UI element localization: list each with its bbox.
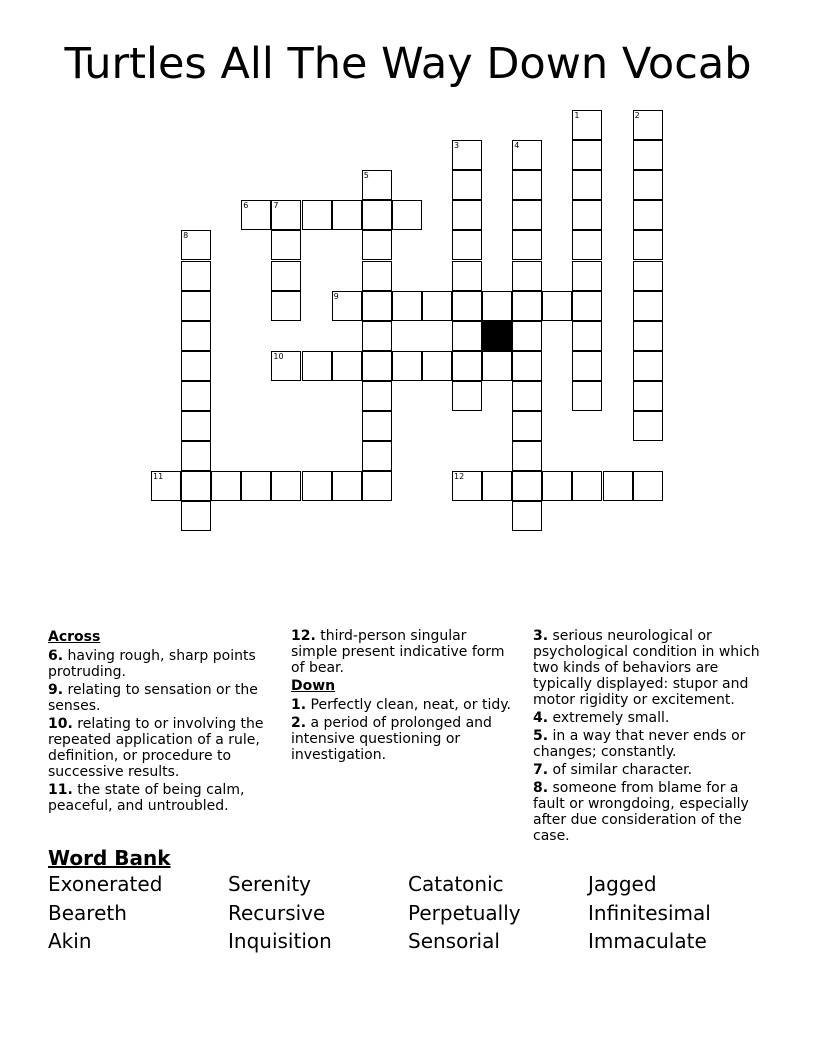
grid-cell[interactable] bbox=[151, 471, 181, 501]
grid-cell[interactable] bbox=[633, 110, 663, 140]
clue-item bbox=[533, 780, 768, 844]
grid-cell[interactable] bbox=[181, 351, 211, 381]
grid-cell[interactable] bbox=[241, 200, 271, 230]
grid-cell[interactable] bbox=[512, 291, 542, 321]
grid-cell[interactable] bbox=[572, 230, 602, 260]
clue-num: 5. bbox=[533, 728, 549, 744]
clue-item bbox=[533, 728, 768, 760]
grid-cell[interactable] bbox=[452, 351, 482, 381]
clue-text: serious neurological or psychological condition in which two kinds of behaviors are typically displayed: stupor and motor rigidity or excitement. bbox=[533, 628, 760, 708]
grid-cell[interactable] bbox=[633, 261, 663, 291]
clue-item bbox=[291, 715, 516, 763]
grid-cell[interactable] bbox=[633, 200, 663, 230]
grid-cell[interactable] bbox=[362, 351, 392, 381]
clue-number: 3 bbox=[454, 141, 460, 151]
grid-cell[interactable] bbox=[572, 381, 602, 411]
clue-num: 10. bbox=[48, 716, 73, 732]
grid-cell[interactable] bbox=[633, 170, 663, 200]
grid-cell[interactable] bbox=[512, 351, 542, 381]
clue-text: relating to sensation or the senses. bbox=[48, 682, 258, 714]
word-bank-word: Infinitesimal bbox=[588, 900, 711, 925]
clue-num: 2. bbox=[291, 715, 307, 731]
grid-cell[interactable] bbox=[392, 291, 422, 321]
grid-cell[interactable] bbox=[603, 471, 633, 501]
grid-cell[interactable] bbox=[362, 321, 392, 351]
grid-cell[interactable] bbox=[362, 200, 392, 230]
clue-text: relating to or involving the repeated application of a rule, definition, or procedure to successive results. bbox=[48, 716, 264, 780]
clue-number: 1 bbox=[574, 111, 580, 120]
grid-cell[interactable] bbox=[422, 351, 452, 381]
grid-cell[interactable] bbox=[572, 261, 602, 291]
word-bank-word: Inquisition bbox=[228, 929, 332, 953]
clues-column-3 bbox=[533, 628, 768, 846]
grid-cell[interactable] bbox=[271, 351, 301, 381]
clue-number: 8 bbox=[183, 231, 189, 241]
clue-number: 5 bbox=[363, 171, 369, 181]
clue-num: 4. bbox=[533, 710, 549, 726]
grid-cell[interactable] bbox=[392, 200, 422, 230]
grid-cell[interactable] bbox=[572, 351, 602, 381]
grid-cell[interactable] bbox=[452, 381, 482, 411]
grid-cell[interactable] bbox=[452, 471, 482, 501]
grid-cell[interactable] bbox=[572, 170, 602, 200]
clue-item bbox=[48, 782, 274, 814]
grid-cell[interactable] bbox=[572, 291, 602, 321]
clue-text: a period of prolonged and intensive questioning or investigation. bbox=[291, 715, 492, 763]
grid-cell[interactable] bbox=[181, 411, 211, 441]
grid-cell[interactable] bbox=[302, 200, 332, 230]
grid-cell[interactable] bbox=[332, 351, 362, 381]
grid-cell[interactable] bbox=[572, 200, 602, 230]
grid-cell[interactable] bbox=[452, 321, 482, 351]
grid-cell[interactable] bbox=[512, 170, 542, 200]
word-bank-word: Akin bbox=[48, 929, 92, 953]
grid-cell[interactable] bbox=[482, 291, 512, 321]
clue-num: 11. bbox=[48, 782, 73, 798]
grid-cell[interactable] bbox=[572, 321, 602, 351]
grid-cell[interactable] bbox=[482, 471, 512, 501]
down-header: Down bbox=[291, 678, 336, 694]
grid-cell[interactable] bbox=[181, 471, 211, 501]
grid-cell[interactable] bbox=[181, 381, 211, 411]
grid-cell[interactable] bbox=[271, 230, 301, 260]
grid-cell[interactable] bbox=[572, 110, 602, 140]
grid-cell[interactable] bbox=[452, 261, 482, 291]
grid-cell[interactable] bbox=[181, 441, 211, 471]
clue-num: 6. bbox=[48, 648, 64, 664]
grid-cell[interactable] bbox=[512, 411, 542, 441]
grid-cell[interactable] bbox=[362, 170, 392, 200]
clue-text: extremely small. bbox=[548, 710, 670, 726]
word-bank-word: Sensorial bbox=[408, 929, 500, 953]
clue-number: 6 bbox=[243, 201, 249, 211]
grid-cell[interactable] bbox=[452, 200, 482, 230]
clue-num: 8. bbox=[533, 780, 549, 796]
grid-cell[interactable] bbox=[482, 351, 512, 381]
grid-cell[interactable] bbox=[572, 471, 602, 501]
word-bank-title: Word Bank bbox=[48, 846, 171, 870]
clue-num: 3. bbox=[533, 628, 549, 644]
clue-text: third-person singular simple present indicative form of bear. bbox=[291, 628, 505, 676]
grid-cell[interactable] bbox=[512, 140, 542, 170]
grid-cell[interactable] bbox=[572, 140, 602, 170]
grid-cell[interactable] bbox=[302, 351, 332, 381]
clue-num: 1. bbox=[291, 697, 307, 713]
grid-cell[interactable] bbox=[181, 501, 211, 531]
grid-cell[interactable] bbox=[633, 381, 663, 411]
grid-cell[interactable] bbox=[633, 291, 663, 321]
across-header: Across bbox=[48, 629, 101, 645]
clue-num: 9. bbox=[48, 682, 64, 698]
clue-number: 12 bbox=[454, 472, 465, 482]
grid-cell[interactable] bbox=[512, 441, 542, 471]
grid-cell[interactable] bbox=[241, 471, 271, 501]
grid-cell[interactable] bbox=[332, 200, 362, 230]
word-bank-word: Recursive bbox=[228, 900, 326, 925]
clue-number: 7 bbox=[273, 201, 279, 211]
grid-cell[interactable] bbox=[362, 261, 392, 291]
grid-cell[interactable] bbox=[181, 230, 211, 260]
grid-cell[interactable] bbox=[422, 291, 452, 321]
grid-cell[interactable] bbox=[542, 471, 572, 501]
black-cell bbox=[482, 321, 512, 351]
grid-cell[interactable] bbox=[452, 140, 482, 170]
clue-item bbox=[48, 682, 274, 714]
clue-item bbox=[291, 628, 516, 676]
grid-cell[interactable] bbox=[271, 261, 301, 291]
grid-cell[interactable] bbox=[633, 351, 663, 381]
clue-item bbox=[291, 697, 516, 713]
grid-cell[interactable] bbox=[362, 291, 392, 321]
grid-cell[interactable] bbox=[271, 200, 301, 230]
clue-text: having rough, sharp points protruding. bbox=[48, 648, 256, 680]
grid-cell[interactable] bbox=[452, 230, 482, 260]
grid-cell[interactable] bbox=[512, 321, 542, 351]
clue-item bbox=[48, 648, 274, 680]
grid-cell[interactable] bbox=[211, 471, 241, 501]
word-bank-word: Immaculate bbox=[588, 929, 707, 953]
clue-number: 4 bbox=[514, 141, 520, 151]
word-bank-word: Serenity bbox=[228, 872, 311, 896]
grid-cell[interactable] bbox=[271, 471, 301, 501]
grid-cell[interactable] bbox=[512, 471, 542, 501]
grid-cell[interactable] bbox=[362, 471, 392, 501]
grid-cell[interactable] bbox=[512, 381, 542, 411]
clue-item bbox=[533, 710, 768, 726]
clue-text: of similar character. bbox=[548, 762, 693, 778]
grid-cell[interactable] bbox=[512, 501, 542, 531]
clue-number: 2 bbox=[634, 111, 640, 120]
grid-cell[interactable] bbox=[542, 291, 572, 321]
grid-cell[interactable] bbox=[362, 411, 392, 441]
grid-cell[interactable] bbox=[362, 230, 392, 260]
grid-cell[interactable] bbox=[181, 321, 211, 351]
grid-cell[interactable] bbox=[512, 200, 542, 230]
grid-cell[interactable] bbox=[512, 230, 542, 260]
clue-text: Perfectly clean, neat, or tidy. bbox=[306, 697, 511, 713]
clue-num: 12. bbox=[291, 628, 316, 644]
grid-cell[interactable] bbox=[392, 351, 422, 381]
grid-cell[interactable] bbox=[452, 291, 482, 321]
grid-cell[interactable] bbox=[332, 291, 362, 321]
puzzle-title: Turtles All The Way Down Vocab bbox=[64, 39, 752, 89]
clues-column-1 bbox=[48, 628, 274, 816]
grid-cell[interactable] bbox=[633, 140, 663, 170]
grid-cell[interactable] bbox=[633, 471, 663, 501]
clue-number: 10 bbox=[273, 351, 284, 361]
clue-item bbox=[533, 762, 768, 778]
grid-cell[interactable] bbox=[271, 291, 301, 321]
word-bank-word: Beareth bbox=[48, 900, 127, 925]
word-bank-word: Jagged bbox=[588, 872, 657, 896]
clue-text: the state of being calm, peaceful, and untroubled. bbox=[48, 782, 245, 814]
grid-cell[interactable] bbox=[332, 471, 362, 501]
word-bank-word: Catatonic bbox=[408, 872, 504, 896]
grid-cell[interactable] bbox=[512, 261, 542, 291]
grid-cell[interactable] bbox=[452, 170, 482, 200]
clue-num: 7. bbox=[533, 762, 549, 778]
clue-number: 9 bbox=[333, 291, 339, 301]
grid-cell[interactable] bbox=[362, 381, 392, 411]
clue-number: 11 bbox=[153, 472, 164, 482]
grid-cell[interactable] bbox=[633, 411, 663, 441]
clue-item bbox=[533, 628, 768, 708]
word-bank-word: Perpetually bbox=[408, 900, 521, 925]
grid-cell[interactable] bbox=[362, 441, 392, 471]
clue-text: someone from blame for a fault or wrongdoing, especially after due consideration of the case. bbox=[533, 780, 749, 844]
grid-cell[interactable] bbox=[181, 291, 211, 321]
clue-text: in a way that never ends or changes; constantly. bbox=[533, 728, 746, 760]
grid-cell[interactable] bbox=[302, 471, 332, 501]
grid-cell[interactable] bbox=[181, 261, 211, 291]
clue-item bbox=[48, 716, 274, 780]
clues-column-2 bbox=[291, 628, 516, 765]
grid-cell[interactable] bbox=[633, 321, 663, 351]
grid-cell[interactable] bbox=[633, 230, 663, 260]
word-bank-word: Exonerated bbox=[48, 872, 163, 896]
